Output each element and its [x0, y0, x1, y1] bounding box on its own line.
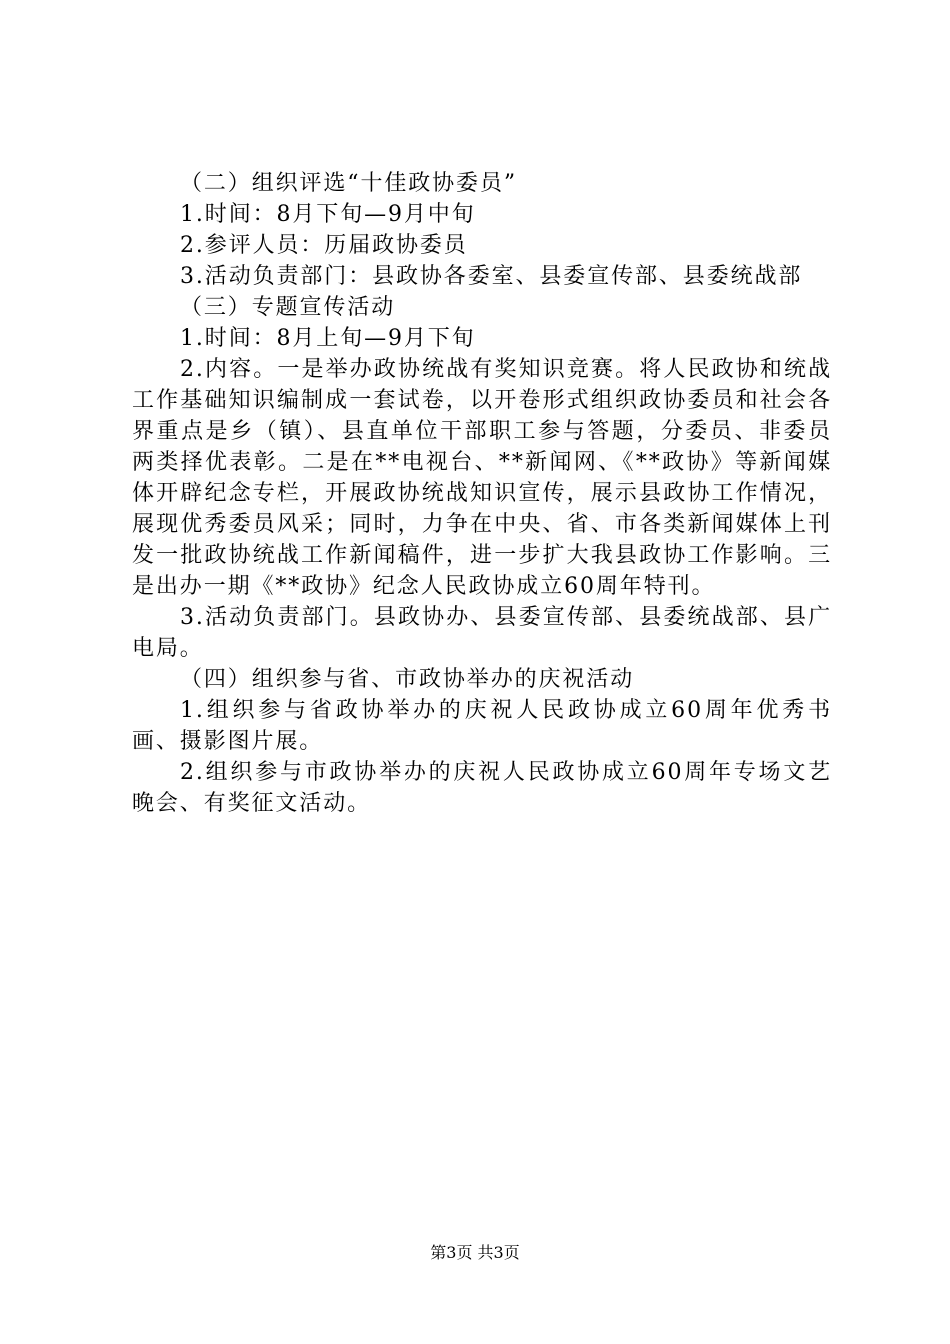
paragraph-time-2: 1.时间：8月上旬—9月下旬 [180, 326, 476, 351]
paragraph-content: 2.内容。一是举办政协统战有奖知识竞赛。将人民政协和统战工作基础知识编制成一套试卷，以开卷形式组织政协委员和社会各界重点是乡（镇）、县直单位干部职工参与答题，分委员、非委员两类择优表彰。二是在**电视台、**新闻网、《**政协》等新闻媒体开辟纪念专栏，开展政协统战知识宣传，展示县政协工作情况，展现优秀委员风采；同时，力争在中央、省、市各类新闻媒体上刊发一批政协统战工作新闻稿件，进一步扩大我县政协工作影响。三是出办一期《**政协》纪念人民政协成立60周年特刊。 [132, 357, 832, 599]
paragraph-time: 1.时间：8月下旬—9月中旬 [180, 202, 476, 227]
paragraph-participants: 2.参评人员：历届政协委员 [180, 233, 468, 258]
page-footer: 第3页 共3页 [430, 1243, 520, 1262]
paragraph-departments: 3.活动负责部门：县政协各委室、县委宣传部、县委统战部 [180, 264, 803, 289]
paragraph-provincial-exhibition: 1.组织参与省政协举办的庆祝人民政协成立60周年优秀书画、摄影图片展。 [132, 698, 832, 754]
document-body [132, 168, 832, 819]
section-heading-3: （三）专题宣传活动 [180, 295, 396, 320]
section-heading-2: （二）组织评选“十佳政协委员” [180, 171, 517, 196]
paragraph-departments-2: 3.活动负责部门。县政协办、县委宣传部、县委统战部、县广电局。 [132, 605, 832, 661]
paragraph-city-gala: 2.组织参与市政协举办的庆祝人民政协成立60周年专场文艺晚会、有奖征文活动。 [132, 760, 832, 816]
section-heading-4: （四）组织参与省、市政协举办的庆祝活动 [180, 667, 635, 692]
